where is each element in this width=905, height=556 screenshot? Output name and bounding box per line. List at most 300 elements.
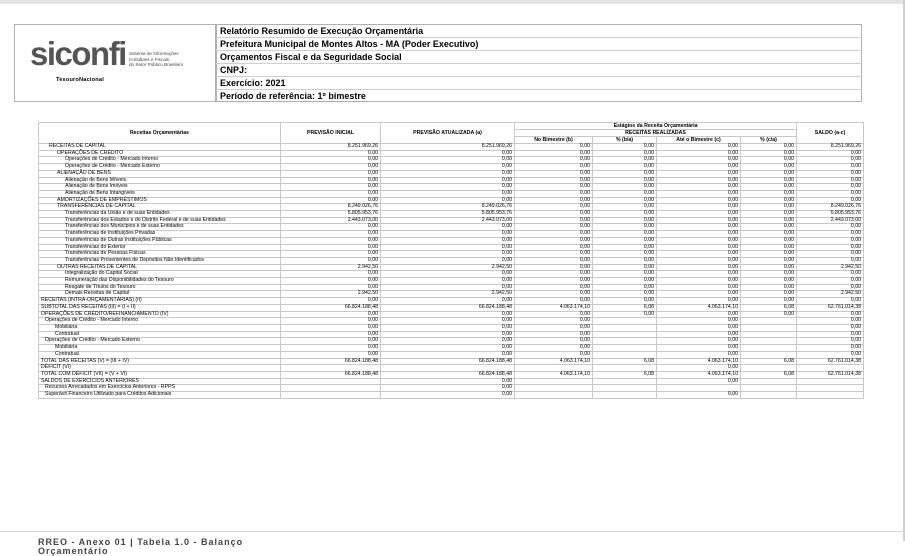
table-row — [39, 150, 864, 157]
row-label: Mobiliária — [39, 345, 281, 352]
cell-pct-ca: 0,00 — [741, 204, 797, 211]
cell-pct-ca: 0,00 — [741, 237, 797, 244]
cell-ate-bimestre: 0,00 — [657, 184, 741, 191]
cell-pct-ca: 6,08 — [741, 304, 797, 311]
cell-no-bimestre: 0,00 — [515, 298, 593, 305]
cell-saldo: 62.761.014,38 — [797, 304, 864, 311]
cell-saldo: 0,00 — [797, 257, 864, 264]
table-row — [39, 197, 864, 204]
cell-pct-ca — [741, 385, 797, 392]
cell-pct-ba — [593, 345, 657, 352]
cell-saldo: 62.761.014,38 — [797, 371, 864, 378]
cell-ate-bimestre: 0,00 — [657, 251, 741, 258]
cell-pct-ca: 0,00 — [741, 177, 797, 184]
cell-previsao-inicial: 0,00 — [281, 345, 381, 352]
cell-ate-bimestre: 0,00 — [657, 257, 741, 264]
cell-pct-ca: 0,00 — [741, 251, 797, 258]
cell-no-bimestre: 0,00 — [515, 197, 593, 204]
cell-ate-bimestre: 4.063.174,10 — [657, 304, 741, 311]
cell-pct-ca: 0,00 — [741, 190, 797, 197]
cell-previsao-inicial: 2.942,50 — [281, 291, 381, 298]
cell-previsao-atualizada: 0,00 — [381, 244, 515, 251]
cell-pct-ca — [741, 392, 797, 399]
table-row — [39, 237, 864, 244]
row-label: Operações de Crédito - Mercado Externo — [39, 164, 281, 171]
table-row — [39, 324, 864, 331]
cell-ate-bimestre: 0,00 — [657, 345, 741, 352]
cell-previsao-atualizada: 0,00 — [381, 164, 515, 171]
cell-pct-ba: 0,00 — [593, 144, 657, 151]
cell-pct-ba: 0,00 — [593, 217, 657, 224]
cell-saldo: 0,00 — [797, 318, 864, 325]
cell-no-bimestre: 0,00 — [515, 284, 593, 291]
cell-pct-ba: 0,00 — [593, 211, 657, 218]
header-pct-ba: % (b/a) — [593, 137, 657, 144]
table-row — [39, 190, 864, 197]
cell-pct-ba: 0,00 — [593, 237, 657, 244]
cell-previsao-inicial: 0,00 — [281, 164, 381, 171]
header-no-bimestre: No Bimestre (b) — [515, 137, 593, 144]
row-label: Contratual — [39, 331, 281, 338]
cell-pct-ba: 0,00 — [593, 291, 657, 298]
cell-no-bimestre: 4.063.174,10 — [515, 304, 593, 311]
table-row — [39, 278, 864, 285]
row-label: Transferências de Instituições Privadas — [39, 231, 281, 238]
cell-saldo: 0,00 — [797, 237, 864, 244]
cell-saldo — [797, 392, 864, 399]
cell-pct-ba: 0,00 — [593, 264, 657, 271]
cell-pct-ba: 0,00 — [593, 231, 657, 238]
cell-previsao-atualizada: 0,00 — [381, 184, 515, 191]
cell-previsao-inicial: 0,00 — [281, 251, 381, 258]
cell-pct-ba: 0,00 — [593, 251, 657, 258]
cell-previsao-atualizada: 5.805.953,76 — [381, 211, 515, 218]
table-row — [39, 392, 864, 399]
cell-previsao-atualizada: 0,00 — [381, 338, 515, 345]
cell-previsao-atualizada: 0,00 — [381, 324, 515, 331]
row-label: Mobiliária — [39, 324, 281, 331]
table-row — [39, 257, 864, 264]
header-receitas-realizadas: RECEITAS REALIZADAS — [515, 130, 797, 137]
cell-pct-ca: 0,00 — [741, 291, 797, 298]
cell-ate-bimestre: 0,00 — [657, 392, 741, 399]
cell-saldo: 2.942,50 — [797, 291, 864, 298]
row-label: Transferências do Exterior — [39, 244, 281, 251]
row-label: Contratual — [39, 351, 281, 358]
cell-pct-ba: 0,00 — [593, 271, 657, 278]
logo-subtitle-line: Contábeis e Fiscais — [129, 56, 170, 62]
cell-saldo: 0,00 — [797, 278, 864, 285]
cell-previsao-inicial — [281, 385, 381, 392]
cell-saldo: 0,00 — [797, 184, 864, 191]
cell-saldo: 0,00 — [797, 251, 864, 258]
cell-pct-ba: 0,00 — [593, 204, 657, 211]
cell-saldo: 0,00 — [797, 231, 864, 238]
cell-saldo: 8.251.969,26 — [797, 144, 864, 151]
cell-previsao-atualizada: 0,00 — [381, 345, 515, 352]
cell-no-bimestre: 0,00 — [515, 184, 593, 191]
cell-previsao-inicial: 0,00 — [281, 170, 381, 177]
cell-pct-ca — [741, 331, 797, 338]
cell-no-bimestre: 0,00 — [515, 217, 593, 224]
table-row — [39, 371, 864, 378]
cell-pct-ba — [593, 331, 657, 338]
top-edge — [0, 0, 905, 4]
row-label: Transferências de Outras Instituições Públicas — [39, 237, 281, 244]
cell-previsao-atualizada: 0,00 — [381, 318, 515, 325]
cell-no-bimestre: 0,00 — [515, 244, 593, 251]
cell-previsao-atualizada: 0,00 — [381, 157, 515, 164]
report-title: Relatório Resumido de Execução Orçamentária — [220, 26, 424, 36]
cell-pct-ca: 0,00 — [741, 244, 797, 251]
cell-previsao-inicial: 0,00 — [281, 150, 381, 157]
table-row — [39, 311, 864, 318]
cell-previsao-atualizada: 2.942,50 — [381, 264, 515, 271]
cell-pct-ca — [741, 318, 797, 325]
cell-ate-bimestre: 0,00 — [657, 244, 741, 251]
row-label: Resgate de Títulos do Tesouro — [39, 284, 281, 291]
row-label: Operações de Crédito - Mercado Externo — [39, 338, 281, 345]
cell-no-bimestre: 0,00 — [515, 278, 593, 285]
fiscal-year: Exercício: 2021 — [220, 78, 286, 88]
cell-pct-ba: 6,08 — [593, 358, 657, 365]
cell-previsao-inicial: 0,00 — [281, 257, 381, 264]
cell-previsao-atualizada: 0,00 — [381, 170, 515, 177]
cell-pct-ba — [593, 324, 657, 331]
header-ate-bimestre: Até o Bimestre (c) — [657, 137, 741, 144]
table-row — [39, 184, 864, 191]
cell-saldo — [797, 385, 864, 392]
cell-pct-ba: 0,00 — [593, 157, 657, 164]
cell-pct-ca: 0,00 — [741, 271, 797, 278]
cell-no-bimestre: 0,00 — [515, 224, 593, 231]
cell-ate-bimestre: 0,00 — [657, 284, 741, 291]
cell-no-bimestre — [515, 392, 593, 399]
cell-saldo: 0,00 — [797, 298, 864, 305]
cell-previsao-atualizada: 66.824.188,48 — [381, 304, 515, 311]
cell-ate-bimestre: 4.063.174,10 — [657, 358, 741, 365]
cell-previsao-inicial: 66.824.188,48 — [281, 304, 381, 311]
cell-previsao-inicial — [281, 392, 381, 399]
siconfi-logo: siconfi — [30, 35, 126, 72]
cell-saldo: 0,00 — [797, 338, 864, 345]
cell-pct-ca: 0,00 — [741, 184, 797, 191]
cell-saldo: 62.761.014,38 — [797, 358, 864, 365]
cell-previsao-inicial: 0,00 — [281, 351, 381, 358]
cell-pct-ba: 0,00 — [593, 150, 657, 157]
cell-pct-ca: 0,00 — [741, 231, 797, 238]
cell-previsao-inicial: 0,00 — [281, 331, 381, 338]
cell-no-bimestre: 0,00 — [515, 291, 593, 298]
reference-period: Período de referência: 1º bimestre — [220, 91, 366, 101]
cell-previsao-atualizada: 0,00 — [381, 351, 515, 358]
row-label: Demais Receitas de Capital — [39, 291, 281, 298]
cell-pct-ba: 0,00 — [593, 170, 657, 177]
cell-no-bimestre — [515, 378, 593, 385]
header-previsao-inicial: PREVISÃO INICIAL — [281, 123, 381, 144]
cell-saldo: 0,00 — [797, 244, 864, 251]
cell-previsao-atualizada: 0,00 — [381, 231, 515, 238]
cell-ate-bimestre: 0,00 — [657, 318, 741, 325]
cell-pct-ba: 0,00 — [593, 257, 657, 264]
cell-no-bimestre: 0,00 — [515, 237, 593, 244]
table-row — [39, 177, 864, 184]
cell-previsao-atualizada: 0,00 — [381, 284, 515, 291]
cell-pct-ca — [741, 345, 797, 352]
cell-no-bimestre: 0,00 — [515, 264, 593, 271]
row-label: Transferências da União e de suas Entidades — [39, 211, 281, 218]
cell-pct-ba: 0,00 — [593, 224, 657, 231]
row-label: Alienação de Bens Móveis — [39, 177, 281, 184]
cell-pct-ba: 0,00 — [593, 244, 657, 251]
cell-no-bimestre: 0,00 — [515, 331, 593, 338]
entity-name: Prefeitura Municipal de Montes Altos - MA (Poder Executivo) — [220, 39, 479, 49]
cell-previsao-atualizada: 0,00 — [381, 224, 515, 231]
header-receitas: Receitas Orçamentárias — [39, 123, 281, 144]
cell-pct-ba — [593, 351, 657, 358]
cell-previsao-inicial: 0,00 — [281, 184, 381, 191]
cell-no-bimestre: 0,00 — [515, 251, 593, 258]
cell-pct-ba: 0,00 — [593, 190, 657, 197]
cell-no-bimestre: 0,00 — [515, 190, 593, 197]
cell-previsao-inicial: 0,00 — [281, 284, 381, 291]
header-estagios: Estágios da Receita Orçamentária — [515, 123, 797, 130]
cell-saldo: 0,00 — [797, 177, 864, 184]
cell-pct-ba — [593, 378, 657, 385]
cell-pct-ca: 6,08 — [741, 358, 797, 365]
cell-pct-ca: 0,00 — [741, 311, 797, 318]
cell-pct-ca: 0,00 — [741, 298, 797, 305]
cell-pct-ba: 6,08 — [593, 304, 657, 311]
row-label: SALDOS DE EXERCÍCIOS ANTERIORES — [39, 378, 281, 385]
cell-no-bimestre: 0,00 — [515, 164, 593, 171]
cell-no-bimestre — [515, 385, 593, 392]
cell-pct-ca: 0,00 — [741, 278, 797, 285]
cell-pct-ca: 0,00 — [741, 284, 797, 291]
cell-previsao-inicial: 8.249.026,76 — [281, 204, 381, 211]
table-row — [39, 338, 864, 345]
cell-pct-ca: 0,00 — [741, 170, 797, 177]
table-header-row — [39, 123, 864, 130]
cell-ate-bimestre: 0,00 — [657, 231, 741, 238]
cell-previsao-inicial: 0,00 — [281, 311, 381, 318]
cell-no-bimestre: 0,00 — [515, 311, 593, 318]
cell-pct-ca — [741, 338, 797, 345]
cell-ate-bimestre: 0,00 — [657, 157, 741, 164]
cell-no-bimestre: 0,00 — [515, 345, 593, 352]
cell-pct-ca — [741, 351, 797, 358]
cell-pct-ca — [741, 324, 797, 331]
cell-ate-bimestre: 0,00 — [657, 278, 741, 285]
logo-subtitle-line: do Setor Público Brasileiro — [129, 62, 184, 68]
cell-previsao-atualizada: 0,00 — [381, 257, 515, 264]
cell-ate-bimestre: 0,00 — [657, 311, 741, 318]
cell-no-bimestre: 0,00 — [515, 170, 593, 177]
cell-previsao-inicial: 0,00 — [281, 157, 381, 164]
cell-saldo: 0,00 — [797, 351, 864, 358]
cell-previsao-atualizada: 0,00 — [381, 311, 515, 318]
cell-ate-bimestre: 0,00 — [657, 217, 741, 224]
cell-saldo: 0,00 — [797, 170, 864, 177]
cell-pct-ba: 0,00 — [593, 164, 657, 171]
cell-ate-bimestre: 0,00 — [657, 211, 741, 218]
cell-no-bimestre: 4.063.174,10 — [515, 358, 593, 365]
row-label: RECEITAS (INTRA-ORÇAMENTÁRIAS) (II) — [39, 298, 281, 305]
cell-pct-ca: 0,00 — [741, 264, 797, 271]
cell-pct-ba: 0,00 — [593, 284, 657, 291]
cell-no-bimestre: 0,00 — [515, 324, 593, 331]
cell-pct-ba — [593, 338, 657, 345]
cell-ate-bimestre: 4.063.174,10 — [657, 371, 741, 378]
table-row — [39, 157, 864, 164]
row-label: Transferências dos Municípios e de suas Entidades — [39, 224, 281, 231]
cell-previsao-inicial: 0,00 — [281, 278, 381, 285]
cell-ate-bimestre: 0,00 — [657, 324, 741, 331]
row-label: Operações de Crédito - Mercado Interno — [39, 157, 281, 164]
cell-pct-ba: 6,08 — [593, 371, 657, 378]
cell-previsao-inicial: 0,00 — [281, 318, 381, 325]
cell-no-bimestre: 0,00 — [515, 157, 593, 164]
cell-pct-ba: 0,00 — [593, 298, 657, 305]
cell-pct-ba — [593, 385, 657, 392]
page-footer-rule — [0, 531, 905, 532]
cell-ate-bimestre: 0,00 — [657, 264, 741, 271]
cell-previsao-inicial: 0,00 — [281, 244, 381, 251]
cell-previsao-inicial: 0,00 — [281, 190, 381, 197]
cell-ate-bimestre: 0,00 — [657, 190, 741, 197]
cell-ate-bimestre: 0,00 — [657, 338, 741, 345]
cell-previsao-atualizada: 66.824.188,48 — [381, 358, 515, 365]
cell-previsao-atualizada: 0,00 — [381, 271, 515, 278]
cnpj-label: CNPJ: — [220, 65, 248, 75]
row-label: TOTAL COM DÉFICIT (VII) = (V + VI) — [39, 371, 281, 378]
row-label: Operações de Crédito - Mercado Interno — [39, 318, 281, 325]
row-label: Transferências dos Estados e do Distrito Federal e de suas Entidades — [39, 217, 281, 224]
cell-pct-ca: 0,00 — [741, 217, 797, 224]
cell-no-bimestre: 0,00 — [515, 231, 593, 238]
cell-pct-ba — [593, 318, 657, 325]
cell-saldo: 0,00 — [797, 271, 864, 278]
row-label: SUBTOTAL DAS RECEITAS (III) = (I + II) — [39, 304, 281, 311]
cell-pct-ca: 6,08 — [741, 371, 797, 378]
cell-ate-bimestre: 0,00 — [657, 164, 741, 171]
cell-ate-bimestre: 0,00 — [657, 365, 741, 372]
cell-saldo: 0,00 — [797, 197, 864, 204]
header-divider — [216, 76, 862, 77]
cell-pct-ca: 0,00 — [741, 257, 797, 264]
cell-pct-ba: 0,00 — [593, 177, 657, 184]
cell-previsao-atualizada: 0,00 — [381, 237, 515, 244]
header-pct-ca: % (c/a) — [741, 137, 797, 144]
row-label: Transferências de Pessoas Físicas — [39, 251, 281, 258]
cell-ate-bimestre: 0,00 — [657, 351, 741, 358]
cell-saldo: 2.443.073,00 — [797, 217, 864, 224]
cell-ate-bimestre: 0,00 — [657, 237, 741, 244]
cell-previsao-inicial: 8.251.969,26 — [281, 144, 381, 151]
cell-previsao-inicial: 0,00 — [281, 237, 381, 244]
cell-previsao-atualizada: 0,00 — [381, 392, 515, 399]
table-row — [39, 291, 864, 298]
cell-saldo: 8.249.026,76 — [797, 204, 864, 211]
cell-pct-ca: 0,00 — [741, 197, 797, 204]
cell-no-bimestre: 0,00 — [515, 257, 593, 264]
cell-no-bimestre: 0,00 — [515, 177, 593, 184]
cell-ate-bimestre: 0,00 — [657, 271, 741, 278]
row-label: Integralização do Capital Social — [39, 271, 281, 278]
cell-saldo: 0,00 — [797, 324, 864, 331]
cell-pct-ca: 0,00 — [741, 157, 797, 164]
cell-ate-bimestre: 0,00 — [657, 298, 741, 305]
cell-ate-bimestre: 0,00 — [657, 224, 741, 231]
cell-previsao-inicial: 0,00 — [281, 231, 381, 238]
cell-saldo — [797, 378, 864, 385]
cell-ate-bimestre: 0,00 — [657, 170, 741, 177]
cell-previsao-inicial: 66.824.188,48 — [281, 358, 381, 365]
cell-ate-bimestre: 0,00 — [657, 144, 741, 151]
row-label: DÉFICIT (VI) — [39, 365, 281, 372]
cell-ate-bimestre: 0,00 — [657, 177, 741, 184]
row-label: OUTRAS RECEITAS DE CAPITAL — [39, 264, 281, 271]
table-row — [39, 358, 864, 365]
cell-no-bimestre: 0,00 — [515, 271, 593, 278]
row-label: Remuneração das Disponibilidades do Tesouro — [39, 278, 281, 285]
cell-previsao-atualizada: 0,00 — [381, 190, 515, 197]
cell-previsao-atualizada: 0,00 — [381, 298, 515, 305]
table-row — [39, 345, 864, 352]
cell-previsao-inicial: 2.443.073,00 — [281, 217, 381, 224]
cell-saldo: 0,00 — [797, 345, 864, 352]
row-label: Alienação de Bens Intangíveis — [39, 190, 281, 197]
cell-previsao-atualizada: 0,00 — [381, 331, 515, 338]
cell-saldo: 2.942,50 — [797, 264, 864, 271]
cell-saldo: 0,00 — [797, 157, 864, 164]
cell-previsao-atualizada: 0,00 — [381, 251, 515, 258]
cell-saldo: 0,00 — [797, 284, 864, 291]
cell-ate-bimestre: 0,00 — [657, 150, 741, 157]
cell-previsao-inicial: 0,00 — [281, 298, 381, 305]
cell-previsao-atualizada: 0,00 — [381, 177, 515, 184]
table-body — [39, 144, 864, 399]
cell-previsao-inicial: 0,00 — [281, 271, 381, 278]
logo-subtitle — [129, 51, 209, 68]
cell-no-bimestre: 0,00 — [515, 211, 593, 218]
cell-pct-ca: 0,00 — [741, 144, 797, 151]
cell-pct-ca — [741, 378, 797, 385]
cell-pct-ba: 0,00 — [593, 197, 657, 204]
cell-previsao-atualizada: 2.443.073,00 — [381, 217, 515, 224]
table-row — [39, 224, 864, 231]
cell-ate-bimestre: 0,00 — [657, 331, 741, 338]
cell-ate-bimestre: 0,00 — [657, 378, 741, 385]
cell-pct-ba: 0,00 — [593, 184, 657, 191]
row-label: ALIENAÇÃO DE BENS — [39, 170, 281, 177]
cell-previsao-inicial: 66.824.188,48 — [281, 371, 381, 378]
table-row — [39, 284, 864, 291]
cell-no-bimestre: 0,00 — [515, 150, 593, 157]
row-label: AMORTIZAÇÕES DE EMPRÉSTIMOS — [39, 197, 281, 204]
row-label: Alienação de Bens Imóveis — [39, 184, 281, 191]
header-previsao-atualizada: PREVISÃO ATUALIZADA (a) — [381, 123, 515, 144]
cell-previsao-inicial: 0,00 — [281, 197, 381, 204]
cell-saldo: 0,00 — [797, 164, 864, 171]
row-label: OPERAÇÕES DE CRÉDITO — [39, 150, 281, 157]
row-label: Recursos Arrecadados em Exercícios Anteriores - RPPS — [39, 385, 281, 392]
cell-previsao-atualizada: 66.824.188,48 — [381, 371, 515, 378]
cell-saldo: 5.805.953,76 — [797, 211, 864, 218]
cell-previsao-inicial: 0,00 — [281, 338, 381, 345]
row-label: RECEITAS DE CAPITAL — [39, 144, 281, 151]
table-row — [39, 365, 864, 372]
